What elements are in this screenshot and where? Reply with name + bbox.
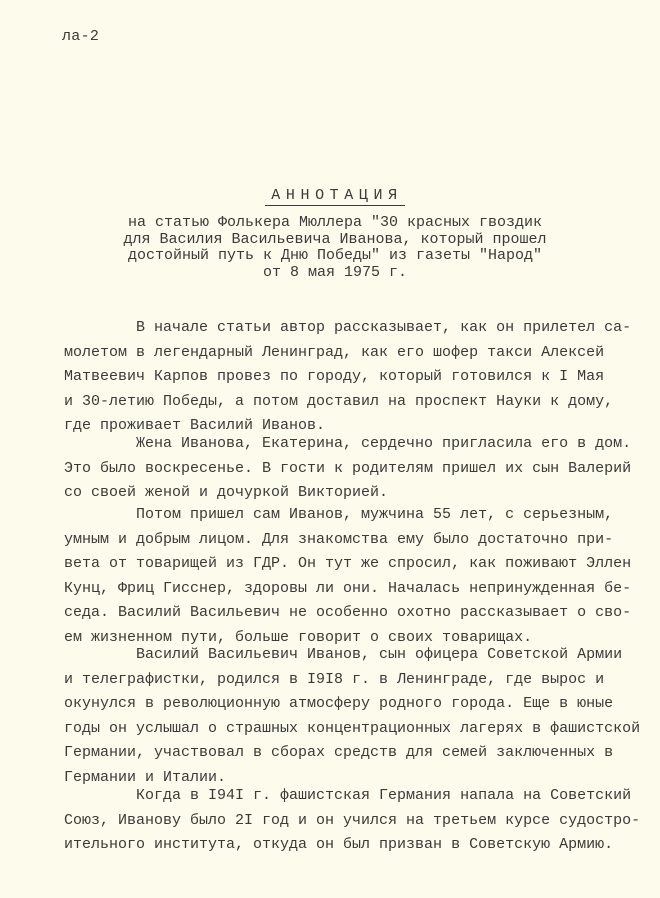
paragraph-2 <box>64 432 644 506</box>
text-line: Это было воскресенье. В гости к родителям пришел их сын Валерий <box>64 459 632 477</box>
paragraph-1 <box>64 316 644 439</box>
title-text: АННОТАЦИЯ <box>265 187 404 206</box>
text-line: молетом в легендарный Ленинград, как его шофер такси Алексей <box>64 343 605 361</box>
text-line: вета от товарищей из ГДР. Он тут же спросил, как поживают Эллен <box>64 555 632 572</box>
text-line: Кунц, Фриц Гисснер, здоровы ли они. Началась непринужденная бе- <box>64 579 632 597</box>
page-number: ла-2 <box>62 28 100 45</box>
text-line: со своей женой и дочуркой Викторией. <box>64 484 389 501</box>
text-line: умным и добрым лицом. Для знакомства ему было достаточно при- <box>64 530 614 548</box>
text-line: Союз, Иванову было 2I год и он учился на третьем курсе судостро- <box>64 811 641 829</box>
document-title <box>0 187 660 206</box>
subtitle-line: для Василия Васильевича Иванова, который прошел <box>123 230 547 248</box>
text-line: Матвеевич Карпов провез по городу, который готовился к I Мая <box>64 368 605 385</box>
text-line: и 30-летию Победы, а потом доставил на проспект Науки к дому, <box>64 392 614 410</box>
text-line: ительного института, откуда он был призван в Советскую Армию. <box>64 836 614 853</box>
subtitle-line: от 8 мая 1975 г. <box>262 263 408 281</box>
text-line: Василий Васильевич Иванов, сын офицера Советской Армии <box>64 646 623 663</box>
paragraph-5 <box>64 784 644 858</box>
text-line: и телеграфистки, родился в I9I8 г. в Ленинграде, где вырос и <box>64 670 605 688</box>
text-line: Потом пришел сам Иванов, мужчина 55 лет, с серьезным, <box>64 506 614 523</box>
text-line: ем жизненном пути, больше говорит о своих товарищах. <box>64 628 533 646</box>
text-line: годы он услышал о страшных концентрационных лагерях в фашистской <box>64 719 641 737</box>
subtitle-line: достойный путь к Дню Победы" из газеты "Народ" <box>127 247 543 264</box>
text-line: Германии и Италии. <box>64 768 227 786</box>
paragraph-3 <box>64 503 644 650</box>
document-subtitle <box>0 215 660 281</box>
text-line: Германии, участвовал в сборах средств для семей заключенных в <box>64 744 614 761</box>
paragraph-4 <box>64 643 644 790</box>
text-line: Когда в I94I г. фашистская Германия напала на Советский <box>64 787 632 804</box>
subtitle-line: на статью Фолькера Мюллера "30 красных гвоздик <box>127 214 543 231</box>
text-line: Жена Иванова, Екатерина, сердечно пригласила его в дом. <box>64 435 632 452</box>
text-line: где проживает Василий Иванов. <box>64 417 326 434</box>
text-line: окунулся в революционную атмосферу родного города. Еще в юные <box>64 695 614 712</box>
text-line: седа. Василий Васильевич не особенно охотно рассказывает о сво- <box>64 604 632 621</box>
text-line: В начале статьи автор рассказывает, как он прилетел са- <box>64 319 632 336</box>
